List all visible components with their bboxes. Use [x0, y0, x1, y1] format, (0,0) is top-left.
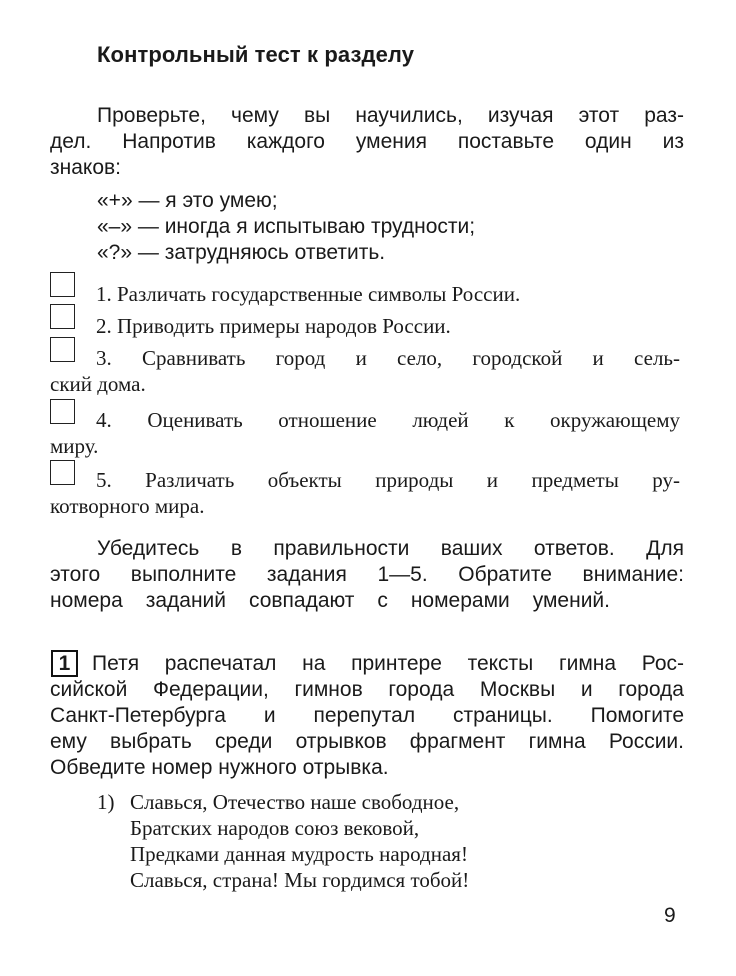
skill-3-text-line-1: 3. Сравнивать город и село, городской и сель- — [96, 346, 680, 370]
skill-4-text-line-1: 4. Оценивать отношение людей к окружающему — [96, 408, 680, 432]
skill-4-checkbox[interactable] — [50, 399, 75, 424]
task1-line-5: Обведите номер нужного отрывка. — [50, 756, 389, 779]
skill-3-text-line-2: ский дома. — [50, 372, 146, 396]
task1-line-1: Петя распечатал на принтере тексты гимна Рос- — [92, 652, 684, 675]
page-number: 9 — [664, 904, 676, 927]
answer-option-label[interactable]: 1) — [97, 790, 115, 814]
intro-line-1: Проверьте, чему вы научились, изучая этот раз- — [97, 104, 684, 127]
verse-line-2: Братских народов союз вековой, — [130, 816, 420, 840]
task-number-badge: 1 — [51, 650, 78, 677]
skill-1-text: 1. Различать государственные символы России. — [96, 282, 521, 306]
intro-line-2: дел. Напротив каждого умения поставьте один из — [50, 130, 684, 153]
skill-5-checkbox[interactable] — [50, 460, 75, 485]
verse-line-4: Славься, страна! Мы гордимся тобой! — [130, 868, 470, 892]
verse-line-3: Предками данная мудрость народная! — [130, 842, 468, 866]
task1-line-4: ему выбрать среди отрывков фрагмент гимна России. — [50, 730, 684, 753]
skill-5-text-line-2: котворного мира. — [50, 494, 205, 518]
check-line-3: номера заданий совпадают с номерами умений. — [50, 589, 610, 612]
legend-minus: «–» — иногда я испытываю трудности; — [97, 215, 476, 238]
task1-line-3: Санкт-Петербурга и перепутал страницы. Помогите — [50, 704, 684, 727]
legend-plus: «+» — я это умею; — [97, 189, 278, 212]
skill-3-checkbox[interactable] — [50, 337, 75, 362]
legend-question: «?» — затрудняюсь ответить. — [97, 241, 386, 264]
skill-1-checkbox[interactable] — [50, 272, 75, 297]
task1-line-2: сийской Федерации, гимнов города Москвы и города — [50, 678, 684, 701]
skill-4-text-line-2: миру. — [50, 434, 99, 458]
verse-line-1: Славься, Отечество наше свободное, — [130, 790, 460, 814]
intro-line-3: знаков: — [50, 156, 121, 179]
skill-2-text: 2. Приводить примеры народов России. — [96, 314, 451, 338]
check-line-1: Убедитесь в правильности ваших ответов. Для — [97, 537, 684, 560]
skill-5-text-line-1: 5. Различать объекты природы и предметы ру- — [96, 468, 680, 492]
skill-2-checkbox[interactable] — [50, 304, 75, 329]
page-title: Контрольный тест к разделу — [97, 42, 415, 67]
check-line-2: этого выполните задания 1—5. Обратите внимание: — [50, 563, 684, 586]
